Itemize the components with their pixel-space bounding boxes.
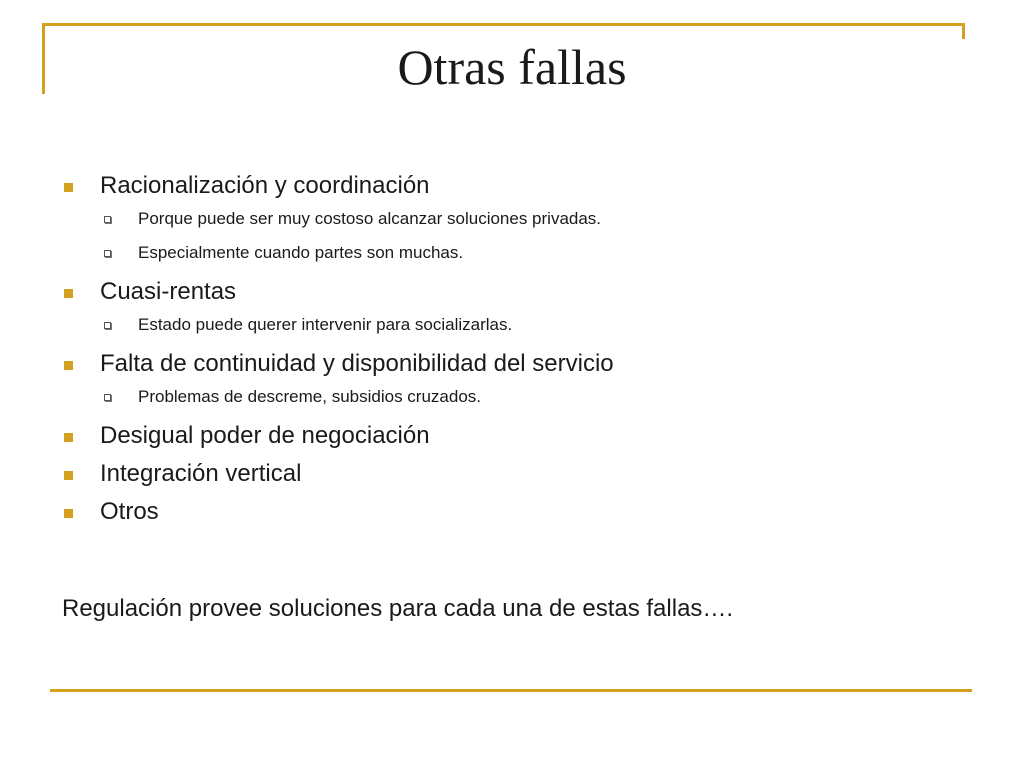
bullet-item <box>62 170 962 208</box>
bullet-item-label: Cuasi-rentas <box>100 278 237 305</box>
square-bullet-icon <box>64 509 73 518</box>
bullet-item <box>62 420 962 458</box>
square-bullet-icon <box>64 471 73 480</box>
bullet-item <box>62 496 962 534</box>
hollow-square-bullet-icon <box>104 250 111 257</box>
hollow-square-bullet-icon <box>104 394 111 401</box>
square-bullet-icon <box>64 183 73 192</box>
bullet-item <box>62 458 962 496</box>
sub-bullet-item-label: Especialmente cuando partes son muchas. <box>138 243 464 262</box>
bullet-item <box>62 348 962 386</box>
list-item <box>62 496 962 534</box>
list-item <box>62 170 962 276</box>
sub-bullet-item <box>62 208 962 242</box>
bullet-item-label: Otros <box>100 498 159 525</box>
sub-bullet-item-label: Problemas de descreme, subsidios cruzados. <box>138 387 481 406</box>
sub-bullet-item <box>62 242 962 276</box>
list-item <box>62 458 962 496</box>
list-item <box>62 420 962 458</box>
hollow-square-bullet-icon <box>104 216 111 223</box>
hollow-square-bullet-icon <box>104 322 111 329</box>
bullet-item <box>62 276 962 314</box>
bullet-list <box>62 170 962 534</box>
sub-bullet-item-label: Porque puede ser muy costoso alcanzar soluciones privadas. <box>138 209 602 228</box>
bullet-list-container <box>62 170 962 534</box>
square-bullet-icon <box>64 289 73 298</box>
sub-bullet-item <box>62 314 962 348</box>
right-corner-rule <box>962 23 965 39</box>
bullet-item-label: Falta de continuidad y disponibilidad del servicio <box>100 350 614 377</box>
bullet-item-label: Integración vertical <box>100 460 302 487</box>
top-rule <box>42 23 965 26</box>
conclusion-text: Regulación provee soluciones para cada una de estas fallas…. <box>62 595 734 622</box>
bottom-rule <box>50 689 972 692</box>
square-bullet-icon <box>64 433 73 442</box>
bullet-item-label: Desigual poder de negociación <box>100 422 430 449</box>
slide-title: Otras fallas <box>397 39 627 95</box>
sub-bullet-item <box>62 386 962 420</box>
square-bullet-icon <box>64 361 73 370</box>
list-item <box>62 348 962 420</box>
bullet-item-label: Racionalización y coordinación <box>100 172 430 199</box>
sub-bullet-item-label: Estado puede querer intervenir para socializarlas. <box>138 315 513 334</box>
list-item <box>62 276 962 348</box>
